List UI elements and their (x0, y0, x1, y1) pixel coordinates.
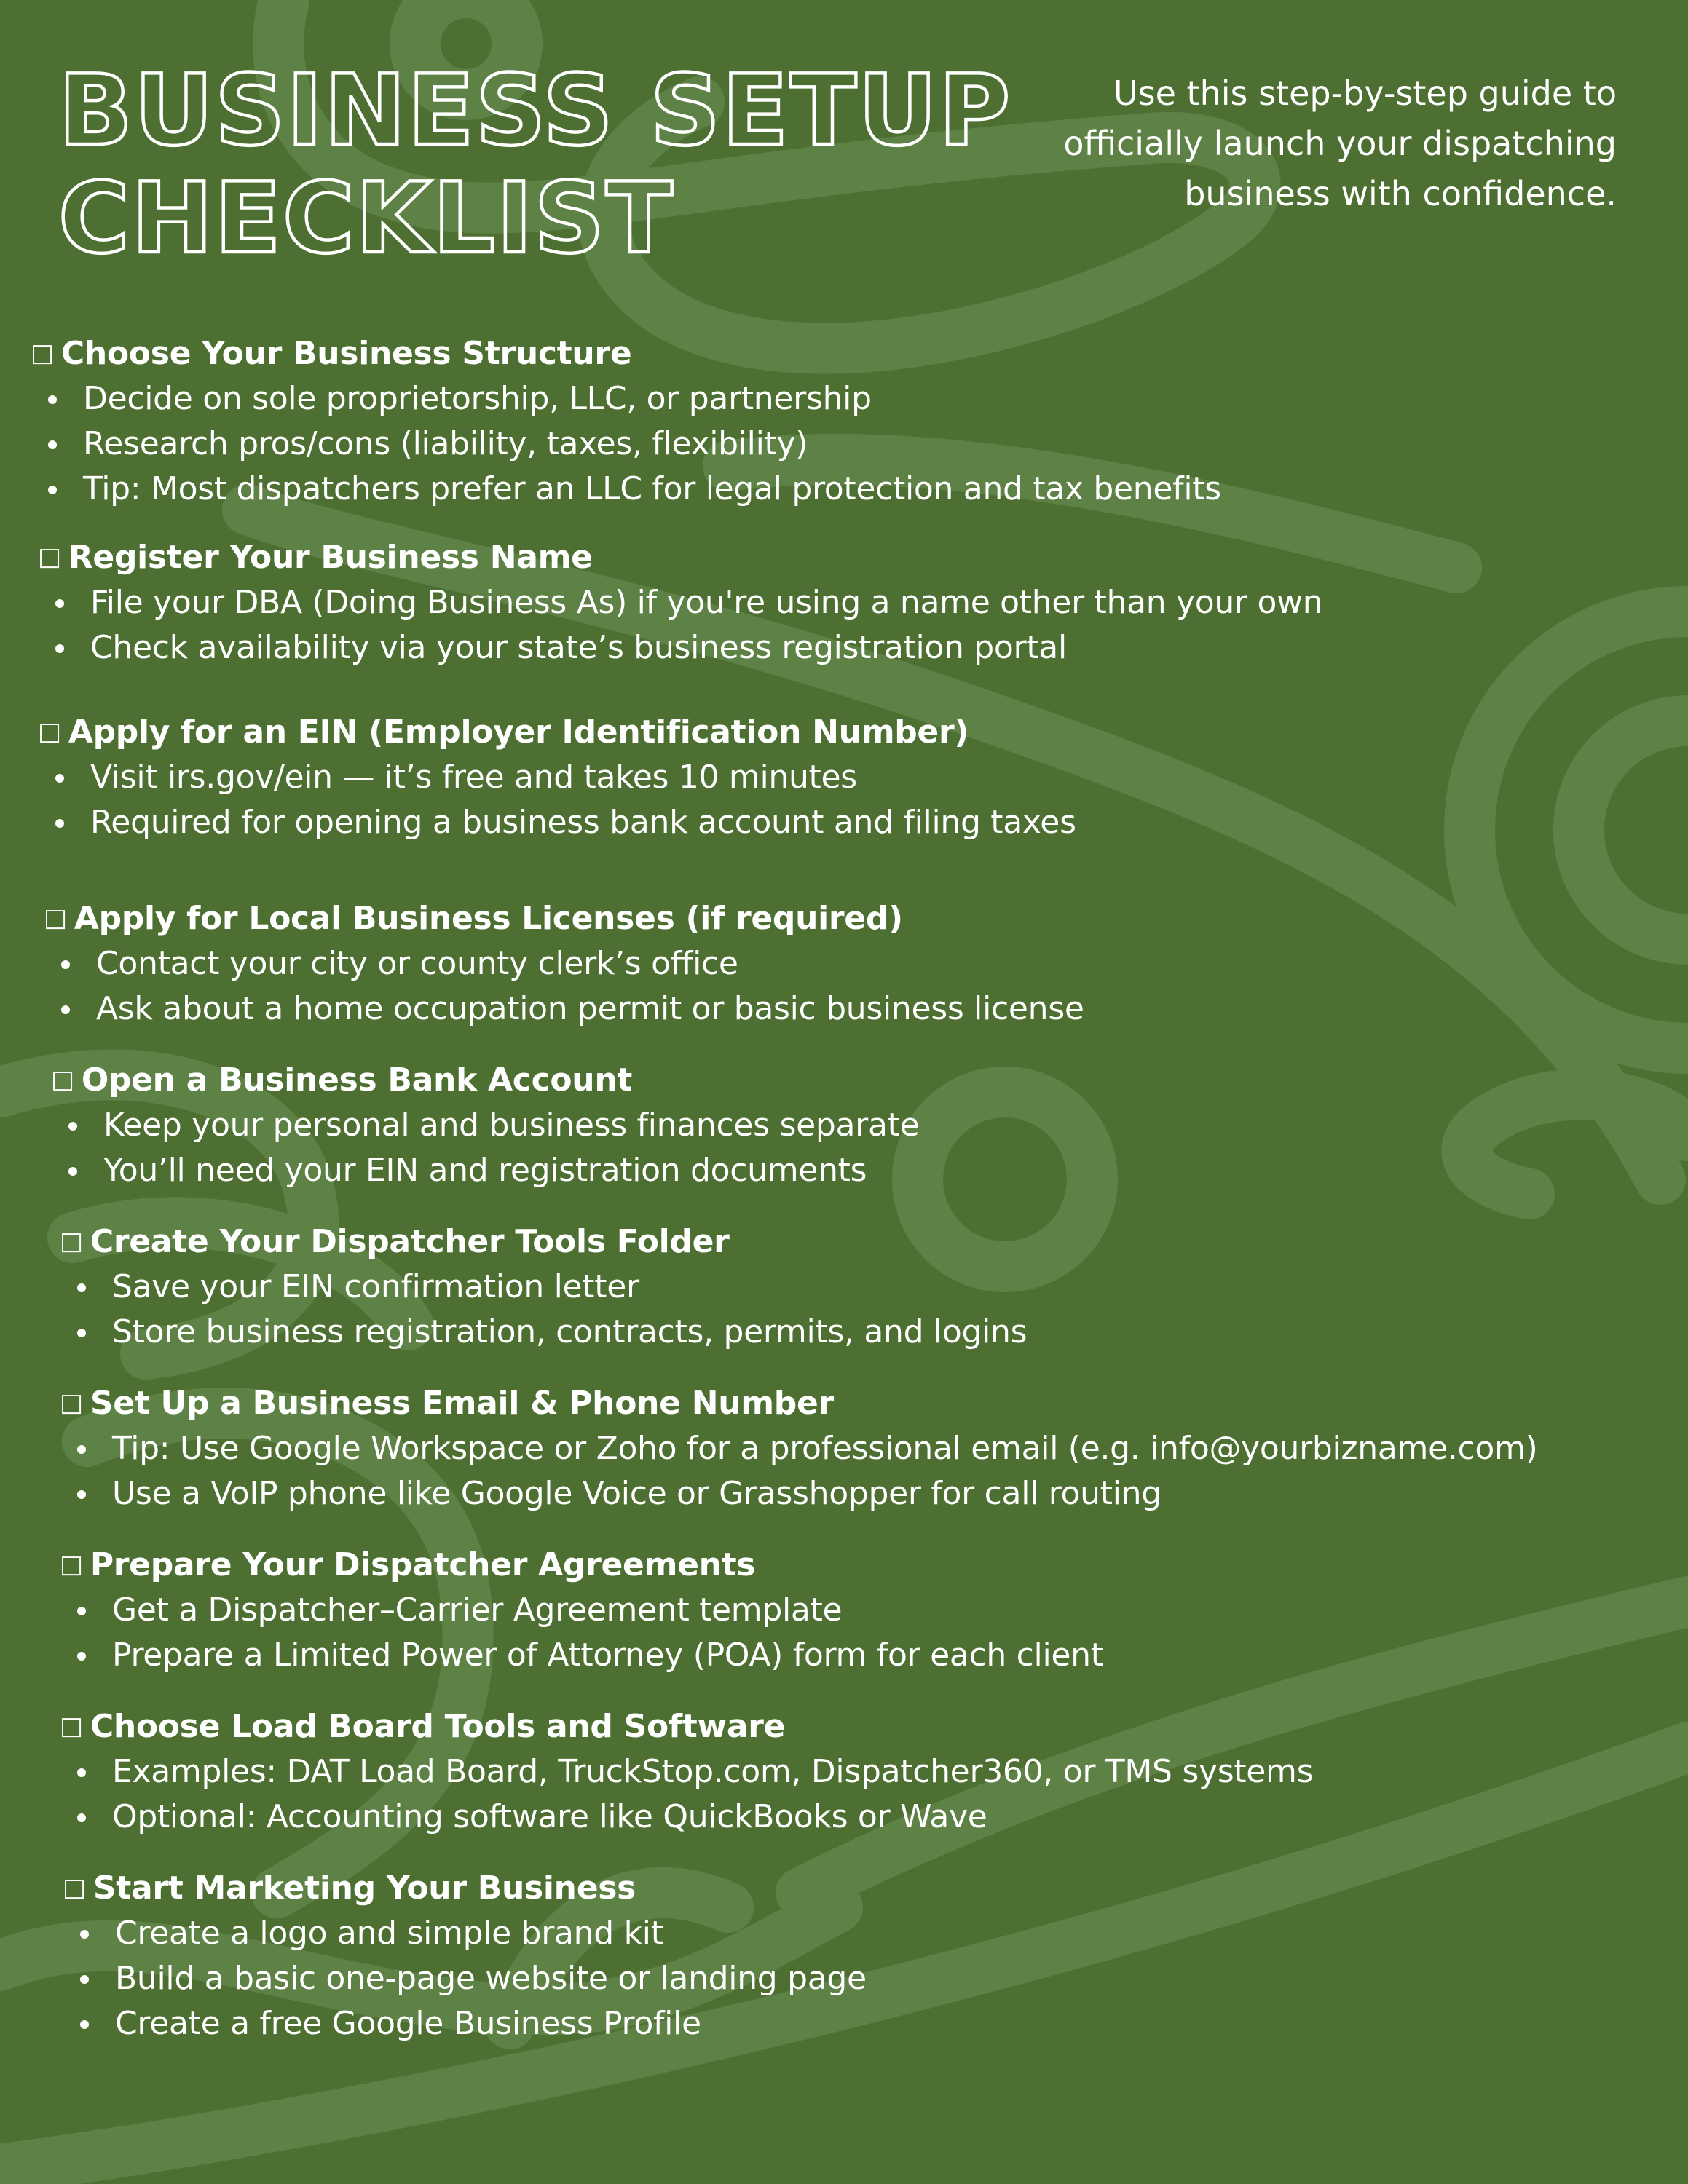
list-item: Tip: Use Google Workspace or Zoho for a professional email (e.g. info@yourbizname.com) (60, 1426, 1537, 1471)
section-heading-text: Choose Load Board Tools and Software (90, 1708, 786, 1745)
item-list (51, 1103, 919, 1193)
checkbox[interactable]: □ (38, 542, 61, 571)
item-list (31, 376, 1221, 512)
section-heading (63, 1865, 867, 1911)
checklist-section (60, 1380, 1537, 1516)
list-item: Examples: DAT Load Board, TruckStop.com, Dispatcher360, or TMS systems (60, 1749, 1313, 1795)
section-heading (60, 1219, 1027, 1265)
list-item: Use a VoIP phone like Google Voice or Grasshopper for call routing (60, 1471, 1537, 1516)
list-item: Keep your personal and business finances separate (51, 1103, 919, 1148)
checkbox[interactable]: □ (31, 339, 54, 368)
list-item: Check availability via your state’s business registration portal (38, 625, 1322, 670)
checkbox[interactable]: □ (63, 1873, 86, 1902)
section-heading-text: Set Up a Business Email & Phone Number (90, 1385, 834, 1422)
item-list (38, 580, 1322, 670)
list-item: File your DBA (Doing Business As) if you're using a name other than your own (38, 580, 1322, 625)
section-heading-text: Apply for Local Business Licenses (if required) (74, 900, 903, 937)
list-item: Create a logo and simple brand kit (63, 1911, 867, 1956)
section-heading (60, 1704, 1313, 1749)
item-list (60, 1588, 1103, 1678)
checklist-section (60, 1219, 1027, 1355)
section-heading (60, 1542, 1103, 1588)
checklist-section (60, 1704, 1313, 1840)
checklist-section (38, 534, 1322, 670)
list-item: Prepare a Limited Power of Attorney (POA) form for each client (60, 1633, 1103, 1678)
section-heading (51, 1057, 919, 1103)
title-line-2: CHECKLIST (58, 162, 674, 275)
list-item: Store business registration, contracts, permits, and logins (60, 1310, 1027, 1355)
section-heading (38, 534, 1322, 580)
intro-text: Use this step-by-step guide to officially launch your dispatching business with confidence. (1063, 74, 1617, 213)
list-item: Required for opening a business bank account and filing taxes (38, 800, 1076, 845)
list-item: Visit irs.gov/ein — it’s free and takes 10 minutes (38, 755, 1076, 800)
checkbox[interactable]: □ (51, 1065, 74, 1094)
section-heading-text: Start Marketing Your Business (92, 1870, 636, 1907)
list-item: Contact your city or county clerk’s office (44, 941, 1084, 986)
item-list (60, 1749, 1313, 1840)
section-heading-text: Create Your Dispatcher Tools Folder (90, 1223, 730, 1260)
section-heading (60, 1380, 1537, 1426)
list-item: Tip: Most dispatchers prefer an LLC for legal protection and tax benefits (31, 467, 1221, 512)
checkbox[interactable]: □ (38, 717, 61, 746)
checkbox[interactable]: □ (60, 1550, 83, 1579)
checklist-section (60, 1542, 1103, 1678)
checkbox[interactable]: □ (60, 1712, 83, 1741)
item-list (44, 941, 1084, 1032)
section-heading (38, 709, 1076, 755)
item-list (60, 1265, 1027, 1355)
section-heading-text: Prepare Your Dispatcher Agreements (90, 1546, 756, 1583)
list-item: Optional: Accounting software like QuickBooks or Wave (60, 1795, 1313, 1840)
list-item: Save your EIN confirmation letter (60, 1265, 1027, 1310)
list-item: Create a free Google Business Profile (63, 2001, 867, 2046)
title-line-1: BUSINESS SETUP (58, 54, 1012, 167)
checkbox[interactable]: □ (44, 903, 67, 933)
checkbox[interactable]: □ (60, 1388, 83, 1417)
item-list (60, 1426, 1537, 1516)
checklist-section (38, 709, 1076, 845)
checklist-section (63, 1865, 867, 2046)
section-heading-text: Register Your Business Name (68, 539, 593, 576)
section-heading-text: Choose Your Business Structure (60, 335, 632, 372)
item-list (38, 755, 1076, 845)
item-list (63, 1911, 867, 2046)
list-item: Decide on sole proprietorship, LLC, or partnership (31, 376, 1221, 422)
checklist-section (51, 1057, 919, 1193)
section-heading-text: Apply for an EIN (Employer Identification Number) (68, 713, 969, 751)
checklist-section (31, 331, 1221, 512)
section-heading (31, 331, 1221, 376)
list-item: Research pros/cons (liability, taxes, flexibility) (31, 422, 1221, 467)
list-item: Get a Dispatcher–Carrier Agreement template (60, 1588, 1103, 1633)
list-item: You’ll need your EIN and registration documents (51, 1148, 919, 1193)
checklist-section (44, 895, 1084, 1032)
section-heading (44, 895, 1084, 941)
section-heading-text: Open a Business Bank Account (81, 1061, 633, 1099)
checkbox[interactable]: □ (60, 1227, 83, 1256)
list-item: Build a basic one-page website or landing page (63, 1956, 867, 2001)
list-item: Ask about a home occupation permit or basic business license (44, 986, 1084, 1032)
